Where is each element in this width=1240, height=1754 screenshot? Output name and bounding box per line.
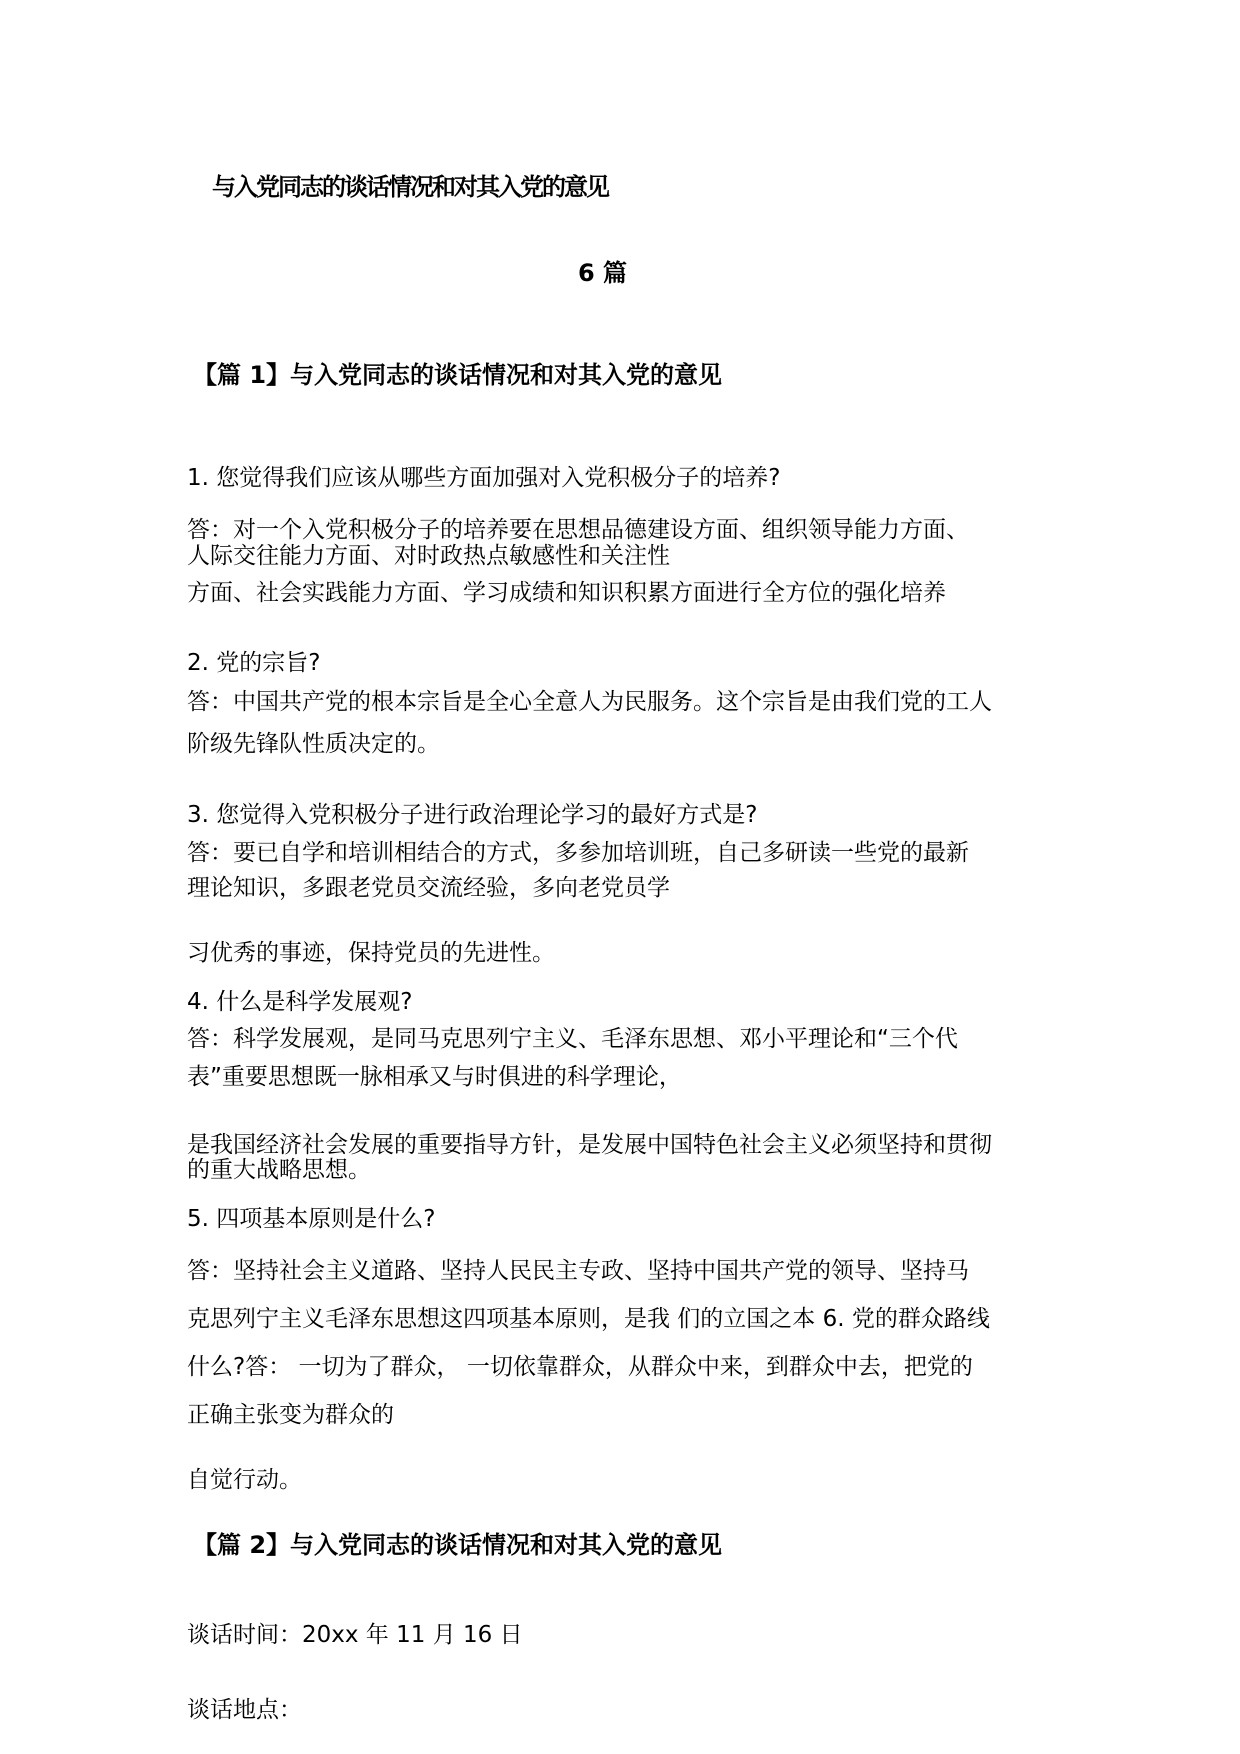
question-3: 3. 您觉得入党积极分子进行政治理论学习的最好方式是?	[187, 802, 758, 828]
talk-time: 谈话时间：20xx 年 11 月 16 日	[187, 1622, 523, 1648]
answer-5-line-4: 正确主张变为群众的	[187, 1402, 394, 1428]
answer-4-line-3: 是我国经济社会发展的重要指导方针，是发展中国特色社会主义必须坚持和贯彻	[187, 1132, 992, 1158]
part1-heading: 【篇 1】与入党同志的谈话情况和对其入党的意见	[193, 361, 723, 389]
answer-4-line-2: 表”重要思想既一脉相承又与时俱进的科学理论，	[187, 1064, 682, 1090]
answer-4-line-4: 的重大战略思想。	[187, 1157, 371, 1183]
answer-1-line-2: 人际交往能力方面、对时政热点敏感性和关注性	[187, 543, 670, 569]
answer-5-line-5: 自觉行动。	[187, 1467, 302, 1493]
answer-4-line-1: 答：科学发展观，是同马克思列宁主义、毛泽东思想、邓小平理论和“三个代	[187, 1026, 958, 1052]
answer-1-line-3: 方面、社会实践能力方面、学习成绩和知识积累方面进行全方位的强化培养	[187, 580, 946, 606]
question-5: 5. 四项基本原则是什么?	[187, 1206, 436, 1232]
answer-2-line-1: 答：中国共产党的根本宗旨是全心全意人为民服务。这个宗旨是由我们党的工人	[187, 689, 992, 715]
answer-3-line-3: 习优秀的事迹，保持党员的先进性。	[187, 940, 555, 966]
answer-1-line-1: 答：对一个入党积极分子的培养要在思想品德建设方面、组织领导能力方面、	[187, 517, 969, 543]
question-4: 4. 什么是科学发展观?	[187, 989, 413, 1015]
answer-5-line-2: 克思列宁主义毛泽东思想这四项基本原则，是我 们的立国之本 6. 党的群众路线	[187, 1306, 990, 1332]
talk-place: 谈话地点：	[187, 1697, 302, 1723]
answer-5-line-3: 什么?答： 一切为了群众， 一切依靠群众，从群众中来，到群众中去，把党的	[187, 1354, 973, 1380]
document-title: 与入党同志的谈话情况和对其入党的意见	[212, 173, 608, 201]
answer-5-line-1: 答：坚持社会主义道路、坚持人民民主专政、坚持中国共产党的领导、坚持马	[187, 1258, 969, 1284]
question-1: 1. 您觉得我们应该从哪些方面加强对入党积极分子的培养?	[187, 465, 781, 491]
answer-3-line-1: 答：要已自学和培训相结合的方式，多参加培训班，自己多研读一些党的最新	[187, 840, 969, 866]
document-subtitle: 6 篇	[578, 259, 628, 287]
question-2: 2. 党的宗旨?	[187, 650, 321, 676]
answer-2-line-2: 阶级先锋队性质决定的。	[187, 731, 440, 757]
part2-heading: 【篇 2】与入党同志的谈话情况和对其入党的意见	[193, 1531, 723, 1559]
answer-3-line-2: 理论知识，多跟老党员交流经验，多向老党员学	[187, 875, 670, 901]
